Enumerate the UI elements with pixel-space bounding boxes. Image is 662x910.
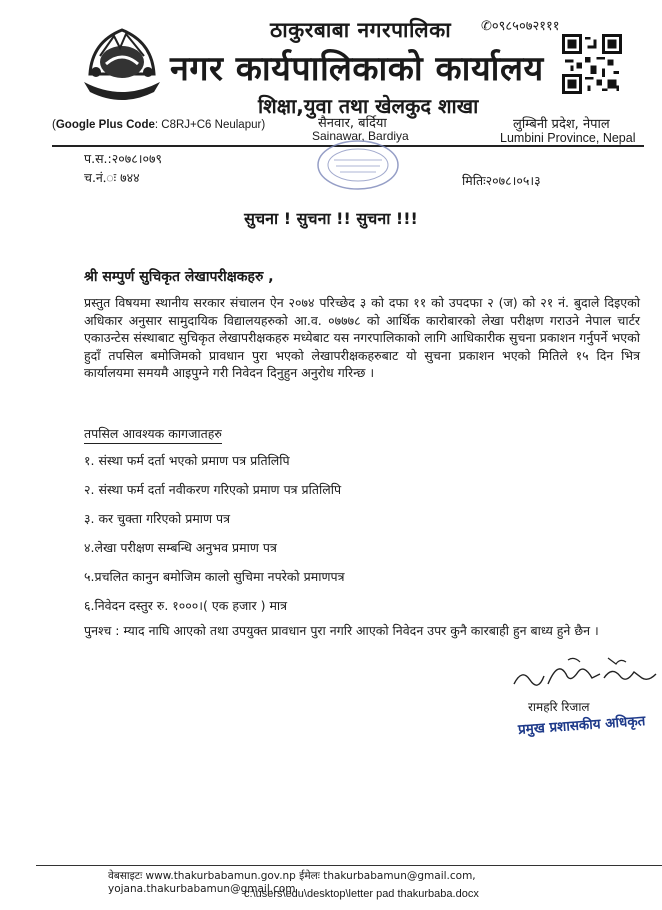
address-center-en: Sainawar, Bardiya [312,129,409,143]
list-item: ४.लेखा परीक्षण सम्बन्धि अनुभव प्रमाण पत्र [84,540,277,555]
office-stamp-icon [312,136,404,194]
qr-code-icon [562,34,622,94]
reference-number: प.स.:२०७८।०७९ [84,151,162,166]
handwritten-signature-icon [508,654,662,694]
plus-code-value: : C8RJ+C6 Neulapur [154,119,262,131]
signer-title-stamp: प्रमुख प्रशासकीय अधिकृत [517,713,646,738]
notice-body: प्रस्तुत विषयमा स्थानीय सरकार संचालन ऐन २०७४ परिच्छेद ३ को दफा ११ को उपदफा २ (ज) को २१ नं. बुदाले दिइएको अधिकार अनुसार सामुदायिक विद्यालयहरुको आ.व. ०७७७८ को आर्थिक कारोबारको लेखा परीक्षण गराउने नेपाल चार्टर एकाउन्टेस संस्थाबाट सुचिकृत लेखापरीक्षकहरु मध्येबाट यस नगरपालिकाको लागि आधिकारीक सुचना प्रकाशन गर्नुपर्ने भएको हुदाँ तपसिल बमोजिमको प्रावधान पुरा भएको लेखापरीक्षकहरुबाट यो सुचना प्रकाशन भएको मितिले १५ दिन भित्र कार्यालयमा समयमै आइपुग्ने गरी निवेदन दिनुहुन अनुरोध गरिन्छ । [84,295,640,380]
section-name: शिक्षा,युवा तथा खेलकुद शाखा [258,94,479,118]
phone-number: ✆०९८५०७२१११ [481,19,560,34]
footer-contact: वेबसाइटः www.thakurbabamun.gov.np ईमेलः thakurbabamun@gmail.com, yojana.thakurbabamun@gmail.com [108,870,476,895]
postscript: पुनश्च : म्याद नाघि आएको तथा उपयुक्त प्रावधान पुरा नगरि आएको निवेदन उपर कुनै कारबाही हुन बाध्य हुने छैन । [84,623,599,638]
municipality-name: ठाकुरबाबा नगरपालिका [270,18,452,42]
list-item: १. संस्था फर्म दर्ता भएको प्रमाण पत्र प्रतिलिपि [84,453,290,468]
footer-divider [36,865,662,866]
address-right-en: Lumbini Province, Nepal [500,131,636,145]
address-center-np: सैनवार, बर्दिया [318,116,387,131]
requirements-heading: तपसिल आवश्यक कागजातहरु [84,425,222,444]
requirements-list [84,453,345,627]
signer-name: रामहरि रिजाल [528,700,590,714]
plus-code-label: Google Plus Code [55,119,155,131]
nepal-emblem-icon [80,22,164,100]
office-title: नगर कार्यपालिकाको कार्यालय [170,49,544,89]
phone-value: ०९८५०७२१११ [491,19,560,34]
list-item: ५.प्रचलित कानुन बमोजिम कालो सुचिमा नपरेको प्रमाणपत्र [84,569,345,584]
notice-title: सुचना ! सुचना !! सुचना !!! [244,209,418,228]
dispatch-number: च.नं.ः ७४४ [84,170,140,185]
letter-date: मितिः२०७८।०५।३ [462,173,541,188]
list-item: ६.निवेदन दस्तुर रु. १०००।( एक हजार ) मात्र [84,598,288,613]
footer-file-path: c:\users\edu\desktop\letter pad thakurbaba.docx [244,888,479,900]
list-item: २. संस्था फर्म दर्ता नवीकरण गरिएको प्रमाण पत्र प्रतिलिपि [84,482,342,497]
list-item: ३. कर चुक्ता गरिएको प्रमाण पत्र [84,511,231,526]
address-right-np: लुम्बिनी प्रदेश, नेपाल [513,117,610,132]
plus-code: (Google Plus Code: C8RJ+C6 Neulapur) [52,119,266,131]
addressee: श्री सम्पुर्ण सुचिकृत लेखापरीक्षकहरु , [84,269,274,285]
